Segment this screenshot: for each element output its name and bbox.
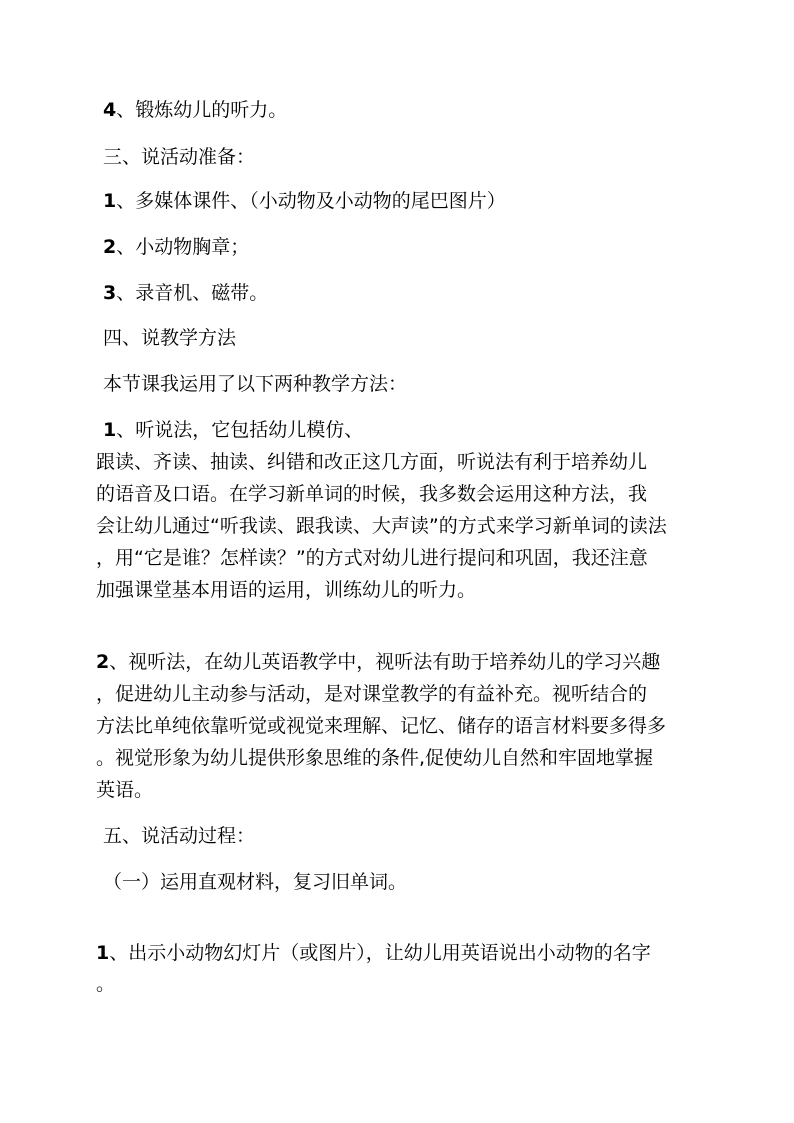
text-line: 2、小动物胸章； bbox=[103, 236, 250, 258]
section-heading: 五、说活动过程： bbox=[103, 825, 256, 847]
paragraph-line: 2、视听法，在幼儿英语教学中，视听法有助于培养幼儿的学习兴趣 bbox=[96, 651, 661, 673]
paragraph-line: 。视觉形象为幼儿提供形象思维的条件,促使幼儿自然和牢固地掌握 bbox=[96, 747, 654, 769]
paragraph-line: ，促进幼儿主动参与活动，是对课堂教学的有益补充。视听结合的 bbox=[96, 683, 648, 705]
section-heading: 四、说教学方法 bbox=[103, 327, 237, 349]
paragraph-line: 的语音及口语。在学习新单词的时候，我多数会运用这种方法，我 bbox=[96, 483, 648, 505]
paragraph-line: ，用“它是谁？怎样读？”的方式对幼儿进行提问和巩固，我还注意 bbox=[96, 547, 648, 569]
text-line: 1、多媒体课件、（小动物及小动物的尾巴图片） bbox=[103, 190, 506, 212]
text-line: 4、锻炼幼儿的听力。 bbox=[103, 99, 288, 121]
paragraph-line: 英语。 bbox=[96, 779, 154, 801]
paragraph-line: 跟读、齐读、抽读、纠错和改正这几方面，听说法有利于培养幼儿 bbox=[96, 451, 648, 473]
text-line: 1、听说法，它包括幼儿模仿、 bbox=[103, 419, 364, 441]
text-line: 本节课我运用了以下两种教学方法： bbox=[103, 373, 408, 395]
paragraph-line: 1、出示小动物幻灯片（或图片），让幼儿用英语说出小动物的名字 bbox=[96, 942, 651, 964]
section-heading: 三、说活动准备： bbox=[103, 146, 256, 168]
paragraph-line: 加强课堂基本用语的运用，训练幼儿的听力。 bbox=[96, 579, 477, 601]
paragraph-line: 方法比单纯依靠听觉或视觉来理解、记忆、储存的语言材料要多得多 bbox=[96, 715, 667, 737]
text-line: 3、录音机、磁带。 bbox=[103, 282, 269, 304]
paragraph-line: 会让幼儿通过“听我读、跟我读、大声读”的方式来学习新单词的读法 bbox=[96, 515, 667, 537]
subsection-heading: （一）运用直观材料，复习旧单词。 bbox=[103, 871, 408, 893]
paragraph-line: 。 bbox=[96, 973, 116, 995]
